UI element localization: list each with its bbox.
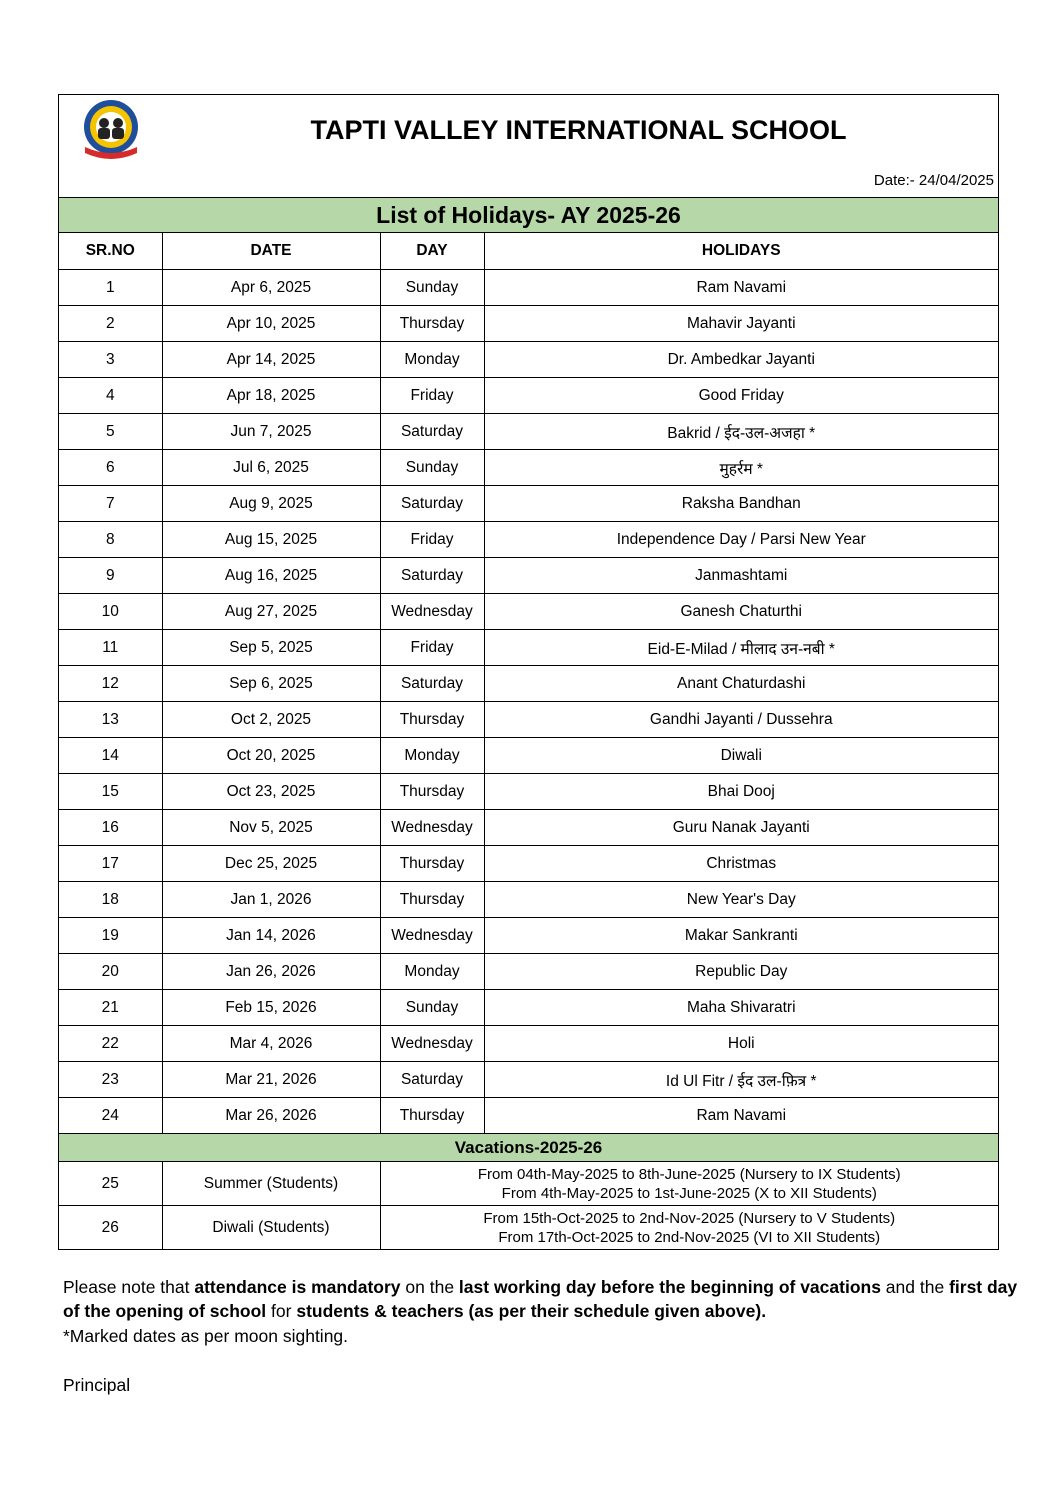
table-row <box>59 738 998 774</box>
note-bold-text: students & teachers (as per their schedule given above). <box>296 1301 767 1321</box>
list-title: List of Holidays- AY 2025-26 <box>59 198 998 233</box>
holiday-day: Saturday <box>380 666 484 702</box>
holiday-day: Thursday <box>380 774 484 810</box>
holiday-sr: 12 <box>59 666 162 702</box>
holiday-day: Monday <box>380 954 484 990</box>
table-row <box>59 990 998 1026</box>
table-row <box>59 774 998 810</box>
holiday-date: Jan 26, 2026 <box>162 954 380 990</box>
table-row <box>59 558 998 594</box>
holiday-date: Feb 15, 2026 <box>162 990 380 1026</box>
holiday-name: Ram Navami <box>484 270 998 306</box>
holiday-date: Mar 4, 2026 <box>162 1026 380 1062</box>
holiday-sr: 3 <box>59 342 162 378</box>
holiday-table <box>59 233 998 1249</box>
holiday-day: Saturday <box>380 414 484 450</box>
holiday-name: Diwali <box>484 738 998 774</box>
note-bold-text: attendance is mandatory <box>194 1277 401 1297</box>
holiday-name: Gandhi Jayanti / Dussehra <box>484 702 998 738</box>
holiday-name: Christmas <box>484 846 998 882</box>
holiday-day: Saturday <box>380 486 484 522</box>
vacation-dates-line: From 15th-Oct-2025 to 2nd-Nov-2025 (Nursery to V Students) <box>483 1209 896 1227</box>
holiday-name: New Year's Day <box>484 882 998 918</box>
vacations-header-row <box>59 1134 998 1162</box>
holiday-sr: 20 <box>59 954 162 990</box>
vacation-row <box>59 1162 998 1206</box>
holiday-sr: 1 <box>59 270 162 306</box>
note-bold-text: first day of the opening of school <box>63 1277 1018 1321</box>
holiday-sr: 19 <box>59 918 162 954</box>
vacation-sr: 26 <box>59 1206 162 1250</box>
note-text: for <box>266 1301 297 1321</box>
holiday-day: Friday <box>380 522 484 558</box>
holiday-name: Republic Day <box>484 954 998 990</box>
note-text: and the <box>880 1277 950 1297</box>
signature-principal: Principal <box>63 1375 131 1395</box>
table-row <box>59 414 998 450</box>
table-row <box>59 522 998 558</box>
column-header-date: DATE <box>162 233 380 270</box>
holiday-name: Guru Nanak Jayanti <box>484 810 998 846</box>
holiday-sr: 2 <box>59 306 162 342</box>
holiday-date: Mar 26, 2026 <box>162 1098 380 1134</box>
holiday-name: Independence Day / Parsi New Year <box>484 522 998 558</box>
table-row <box>59 306 998 342</box>
holiday-date: Aug 16, 2025 <box>162 558 380 594</box>
table-row <box>59 378 998 414</box>
holiday-day: Thursday <box>380 702 484 738</box>
holiday-name: Eid-E-Milad / मीलाद उन-नबी * <box>484 630 998 666</box>
table-row <box>59 1026 998 1062</box>
holiday-day: Thursday <box>380 1098 484 1134</box>
holiday-name: Good Friday <box>484 378 998 414</box>
vacation-row <box>59 1206 998 1250</box>
holiday-sr: 11 <box>59 630 162 666</box>
holiday-date: Jun 7, 2025 <box>162 414 380 450</box>
table-row <box>59 270 998 306</box>
holiday-sr: 21 <box>59 990 162 1026</box>
holiday-sr: 23 <box>59 1062 162 1098</box>
table-row <box>59 630 998 666</box>
holiday-sr: 7 <box>59 486 162 522</box>
holiday-name: Anant Chaturdashi <box>484 666 998 702</box>
holiday-name: Bakrid / ईद-उल-अजहा * <box>484 414 998 450</box>
table-row <box>59 810 998 846</box>
holiday-date: Apr 14, 2025 <box>162 342 380 378</box>
vacation-name: Diwali (Students) <box>162 1206 380 1250</box>
holiday-date: Oct 2, 2025 <box>162 702 380 738</box>
column-header-holidays: HOLIDAYS <box>484 233 998 270</box>
holiday-day: Sunday <box>380 990 484 1026</box>
moon-sighting-note: *Marked dates as per moon sighting. <box>63 1326 349 1346</box>
holiday-sr: 6 <box>59 450 162 486</box>
holiday-date: Aug 15, 2025 <box>162 522 380 558</box>
holiday-date: Jan 1, 2026 <box>162 882 380 918</box>
holiday-sr: 10 <box>59 594 162 630</box>
column-header-day: DAY <box>380 233 484 270</box>
holiday-sr: 9 <box>59 558 162 594</box>
holiday-name: Dr. Ambedkar Jayanti <box>484 342 998 378</box>
holiday-date: Oct 23, 2025 <box>162 774 380 810</box>
holiday-sr: 17 <box>59 846 162 882</box>
holiday-rows <box>59 270 998 1134</box>
holiday-day: Friday <box>380 630 484 666</box>
holiday-date: Sep 5, 2025 <box>162 630 380 666</box>
school-name: TAPTI VALLEY INTERNATIONAL SCHOOL <box>310 115 847 145</box>
column-header-srno: SR.NO <box>59 233 162 270</box>
holiday-name: Maha Shivaratri <box>484 990 998 1026</box>
vacation-dates-line: From 04th-May-2025 to 8th-June-2025 (Nursery to IX Students) <box>477 1165 901 1183</box>
holiday-sr: 5 <box>59 414 162 450</box>
vacation-dates-line: From 17th-Oct-2025 to 2nd-Nov-2025 (VI to XII Students) <box>498 1228 881 1246</box>
holiday-name: Makar Sankranti <box>484 918 998 954</box>
holiday-sr: 24 <box>59 1098 162 1134</box>
table-row <box>59 1098 998 1134</box>
holiday-day: Sunday <box>380 270 484 306</box>
vacation-dates <box>380 1206 998 1250</box>
holiday-date: Jul 6, 2025 <box>162 450 380 486</box>
holiday-day: Wednesday <box>380 918 484 954</box>
holiday-sr: 22 <box>59 1026 162 1062</box>
holiday-day: Wednesday <box>380 594 484 630</box>
holiday-date: Nov 5, 2025 <box>162 810 380 846</box>
holiday-sr: 14 <box>59 738 162 774</box>
note-text: on the <box>400 1277 459 1297</box>
holiday-day: Saturday <box>380 558 484 594</box>
holiday-day: Monday <box>380 342 484 378</box>
holiday-name: Ram Navami <box>484 1098 998 1134</box>
holiday-sr: 4 <box>59 378 162 414</box>
vacation-dates <box>380 1162 998 1206</box>
vacation-name: Summer (Students) <box>162 1162 380 1206</box>
holiday-day: Thursday <box>380 306 484 342</box>
holiday-sr: 15 <box>59 774 162 810</box>
table-row <box>59 1062 998 1098</box>
holiday-date: Apr 6, 2025 <box>162 270 380 306</box>
holiday-date: Apr 10, 2025 <box>162 306 380 342</box>
holiday-day: Wednesday <box>380 810 484 846</box>
holiday-name: Holi <box>484 1026 998 1062</box>
holiday-day: Friday <box>380 378 484 414</box>
vacation-dates-line: From 4th-May-2025 to 1st-June-2025 (X to XII Students) <box>501 1184 877 1202</box>
holiday-name: Ganesh Chaturthi <box>484 594 998 630</box>
holiday-date: Aug 9, 2025 <box>162 486 380 522</box>
holiday-sr: 8 <box>59 522 162 558</box>
holiday-sr: 13 <box>59 702 162 738</box>
holiday-document <box>58 94 999 1250</box>
holiday-day: Thursday <box>380 882 484 918</box>
holiday-date: Jan 14, 2026 <box>162 918 380 954</box>
table-row <box>59 918 998 954</box>
holiday-date: Oct 20, 2025 <box>162 738 380 774</box>
table-row <box>59 846 998 882</box>
document-date: Date:- 24/04/2025 <box>873 172 994 189</box>
holiday-day: Wednesday <box>380 1026 484 1062</box>
holiday-date: Dec 25, 2025 <box>162 846 380 882</box>
table-row <box>59 666 998 702</box>
holiday-sr: 18 <box>59 882 162 918</box>
holiday-name: Mahavir Jayanti <box>484 306 998 342</box>
table-header-row <box>59 233 998 270</box>
holiday-day: Monday <box>380 738 484 774</box>
holiday-date: Mar 21, 2026 <box>162 1062 380 1098</box>
note-bold-text: last working day before the beginning of vacations <box>458 1277 881 1297</box>
holiday-name: Janmashtami <box>484 558 998 594</box>
table-row <box>59 450 998 486</box>
holiday-date: Apr 18, 2025 <box>162 378 380 414</box>
holiday-name: Bhai Dooj <box>484 774 998 810</box>
holiday-day: Thursday <box>380 846 484 882</box>
table-row <box>59 702 998 738</box>
holiday-day: Sunday <box>380 450 484 486</box>
holiday-date: Sep 6, 2025 <box>162 666 380 702</box>
table-row <box>59 594 998 630</box>
table-row <box>59 486 998 522</box>
attendance-note <box>63 1275 1023 1323</box>
document-header <box>59 95 998 198</box>
table-row <box>59 342 998 378</box>
vacation-sr: 25 <box>59 1162 162 1206</box>
holiday-day: Saturday <box>380 1062 484 1098</box>
vacations-title: Vacations-2025-26 <box>59 1134 998 1162</box>
holiday-sr: 16 <box>59 810 162 846</box>
table-row <box>59 882 998 918</box>
holiday-name: Id Ul Fitr / ईद उल-फ़ित्र * <box>484 1062 998 1098</box>
holiday-name: मुहर्रम * <box>484 450 998 486</box>
note-text: Please note that <box>63 1277 195 1297</box>
table-row <box>59 954 998 990</box>
holiday-date: Aug 27, 2025 <box>162 594 380 630</box>
holiday-name: Raksha Bandhan <box>484 486 998 522</box>
